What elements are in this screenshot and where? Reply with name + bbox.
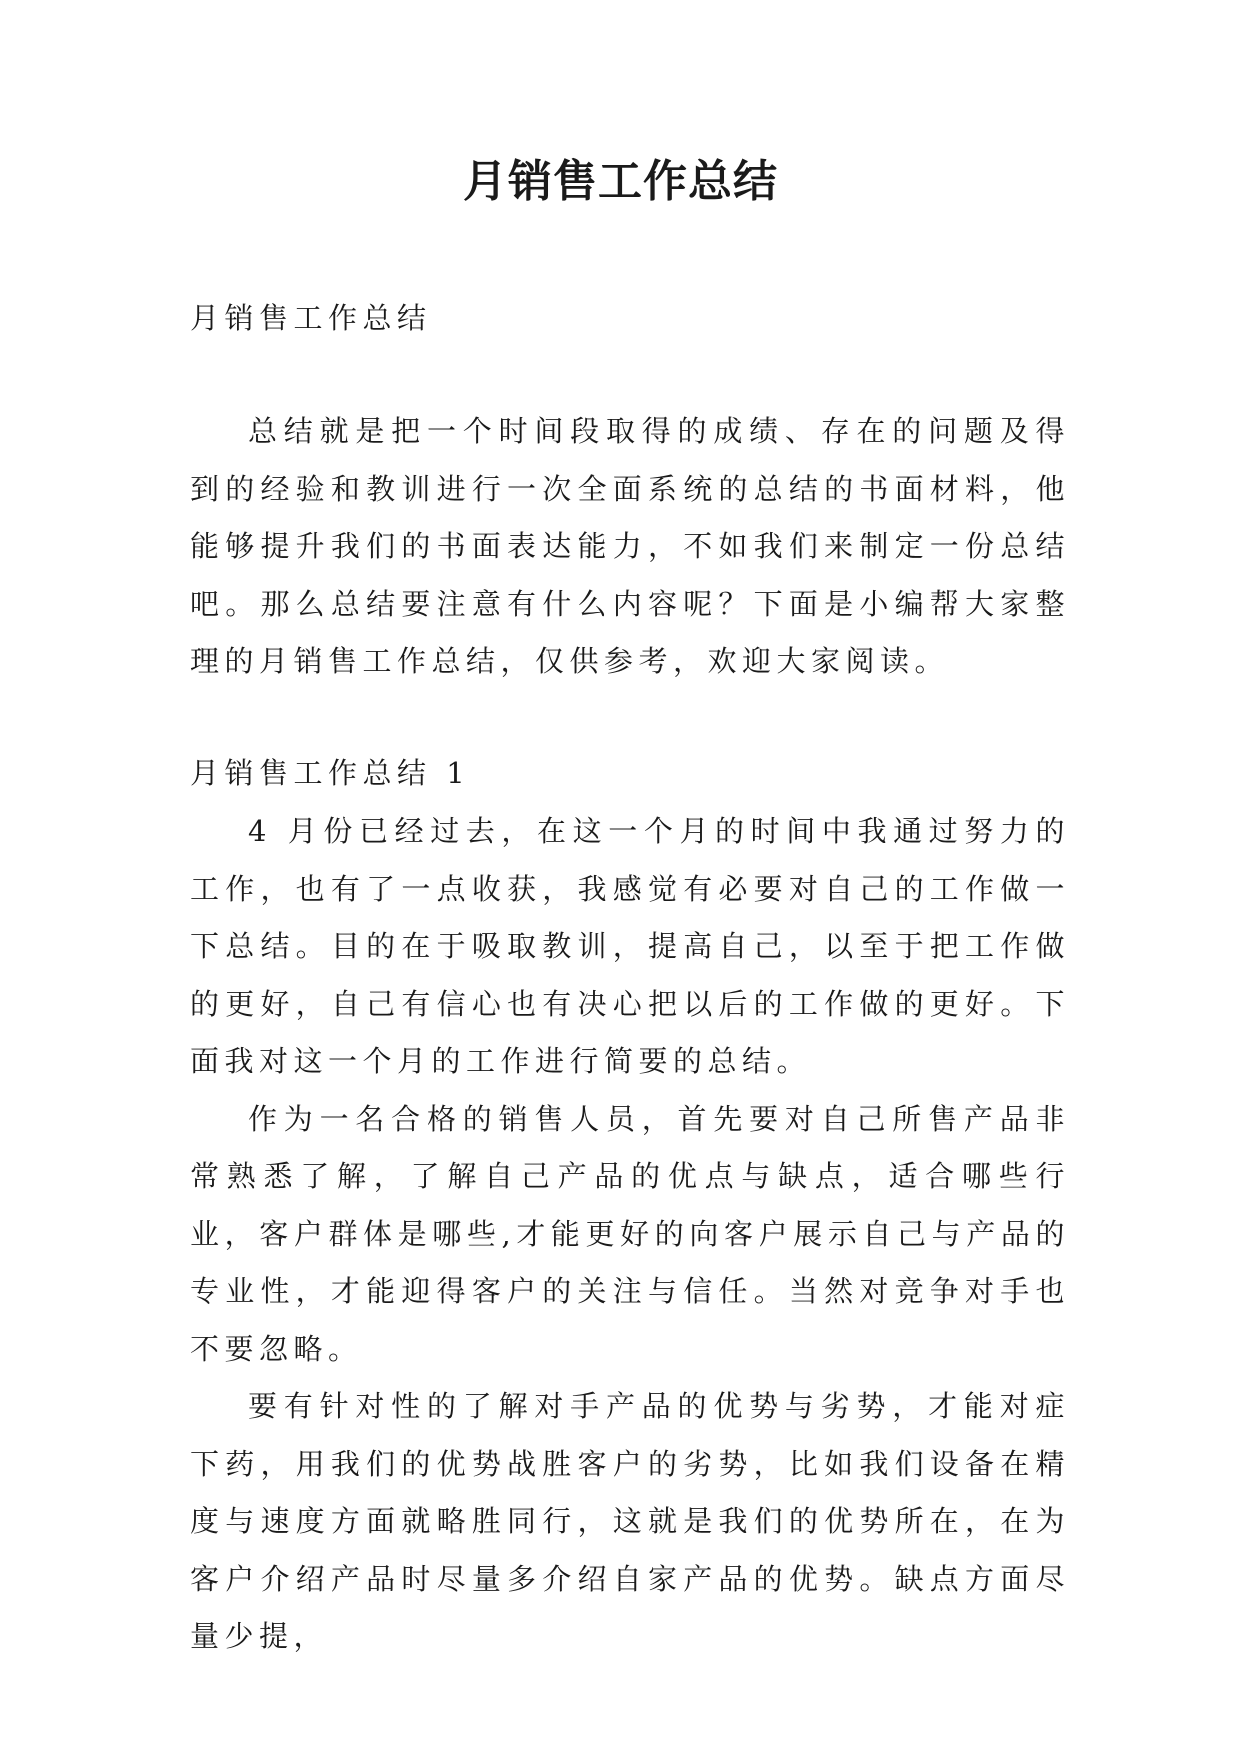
section-heading: 月销售工作总结 1 xyxy=(190,756,471,790)
body-paragraph: 作为一名合格的销售人员，首先要对自己所售产品非常熟悉了解，了解自己产品的优点与缺点，适合哪些行业，客户群体是哪些,才能更好的向客户展示自己与产品的专业性，才能迎得客户的关注与信任。当然对竞争对手也不要忽略。 xyxy=(190,1101,1070,1366)
intro-paragraph: 总结就是把一个时间段取得的成绩、存在的问题及得到的经验和教训进行一次全面系统的总结的书面材料，他能够提升我们的书面表达能力，不如我们来制定一份总结吧。那么总结要注意有什么内容呢？下面是小编帮大家整理的月销售工作总结，仅供参考，欢迎大家阅读。 xyxy=(190,414,1070,678)
section-body xyxy=(190,803,1070,1666)
document-title: 月销售工作总结 xyxy=(463,156,778,207)
document-subtitle: 月销售工作总结 xyxy=(190,301,432,335)
body-paragraph: 要有针对性的了解对手产品的优势与劣势，才能对症下药，用我们的优势战胜客户的劣势，比如我们设备在精度与速度方面就略胜同行，这就是我们的优势所在，在为客户介绍产品时尽量多介绍自家产品的优势。缺点方面尽量少提， xyxy=(190,1389,1070,1653)
body-paragraph: 4 月份已经过去，在这一个月的时间中我通过努力的工作，也有了一点收获，我感觉有必要对自己的工作做一下总结。目的在于吸取教训，提高自己，以至于把工作做的更好，自己有信心也有决心把以后的工作做的更好。下面我对这一个月的工作进行简要的总结。 xyxy=(190,814,1070,1078)
